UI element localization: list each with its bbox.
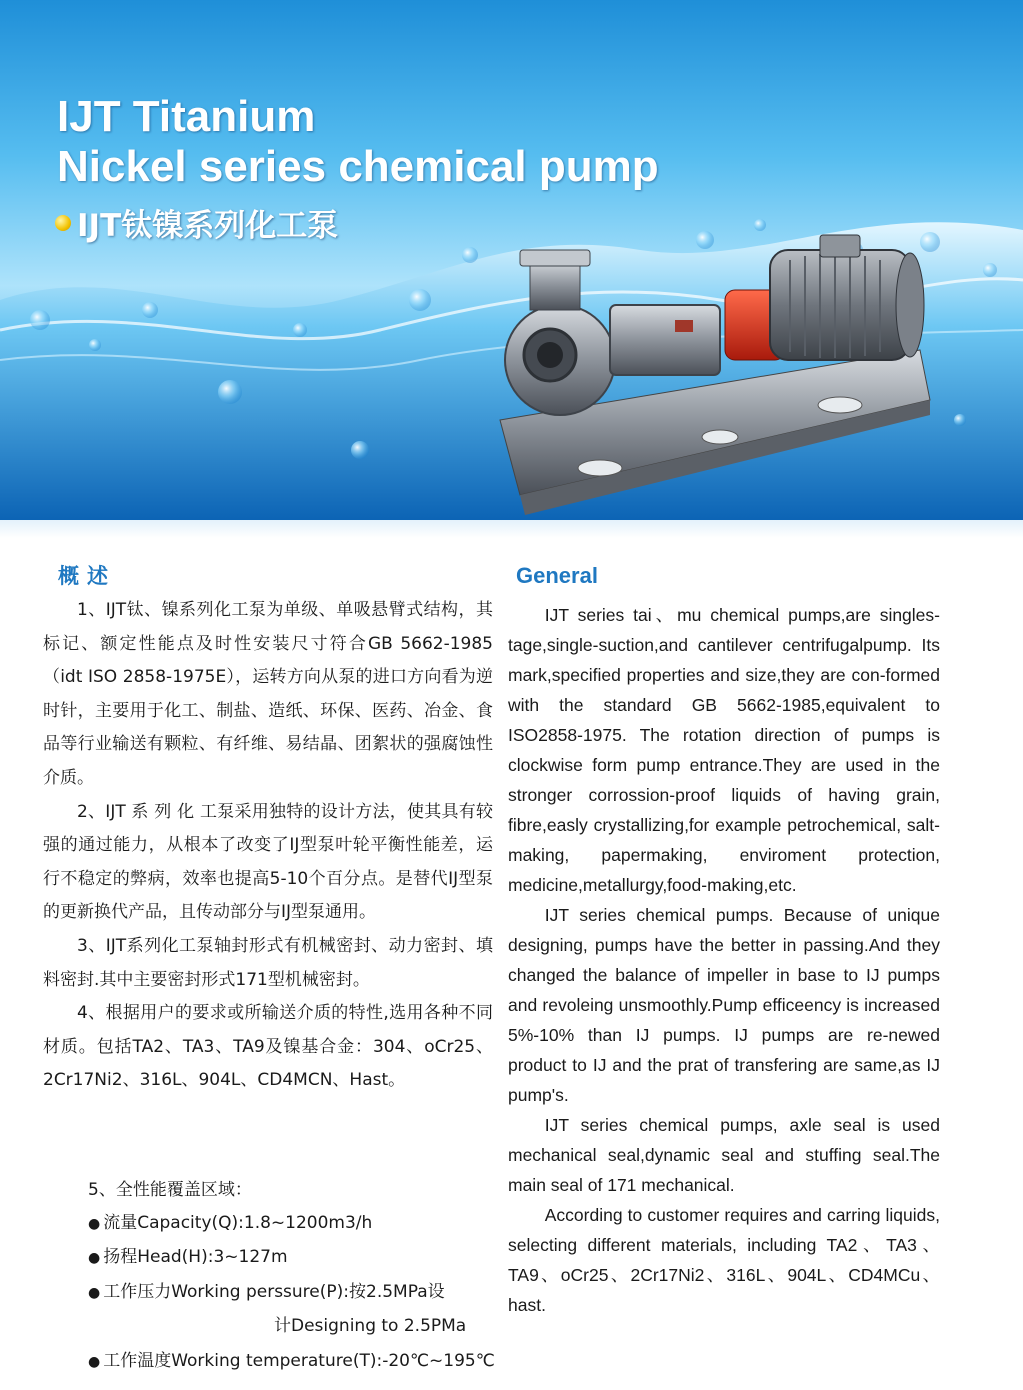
bullet-icon: ●	[88, 1250, 101, 1266]
en-paragraph-3: IJT series chemical pumps, axle seal is used mechanical seal,dynamic seal and stuffing seal.The main seal of 171 mechanical.	[508, 1115, 940, 1195]
en-paragraph-4: According to customer requires and carring liquids, selecting different materials, including TA2、TA3、TA9、oCr25、2Cr17Ni2、316L、904L、CD4MCu、hast.	[508, 1205, 940, 1315]
spec-pressure-text: 工作压力Working perssure(P):按2.5MPa设	[103, 1282, 445, 1302]
section-heading-en: General	[516, 563, 598, 588]
subtitle-cn	[55, 200, 338, 245]
cn-paragraph-1: 1、IJT钛、镍系列化工泵为单级、单吸悬臂式结构，其标记、额定性能点及时性安装尺寸符合GB 5662-1985（idt ISO 2858-1975E），运转方向从泵的进口方向看为逆时针，主要用于化工、制盐、造纸、环保、医药、冶金、食品等行业输送有颗粒、有纤维、易结晶、团絮状的强腐蚀性介质。	[43, 600, 493, 788]
cn-paragraph-4: 4、根据用户的要求或所输送介质的特性,选用各种不同材质。包括TA2、TA3、TA9及镍基合金：304、oCr25、2Cr17Ni2、316L、904L、CD4MCN、Hast。	[43, 1003, 493, 1091]
en-paragraph-2: IJT series chemical pumps. Because of unique designing, pumps have the better in passing.And they changed the balance of impeller in base to IJ pumps and revoleing unsmoothly.Pump efficeency is increased 5%-10% than IJ pumps. IJ pumps are re-newed product to IJ and the prat of transfering are same,as IJ pump's.	[508, 905, 940, 1105]
spec-temperature	[88, 1348, 495, 1375]
spec-head	[88, 1244, 288, 1271]
title-line-2: Nickel series chemical pump	[57, 142, 659, 191]
subtitle-cn-text: IJT钛镍系列化工泵	[77, 208, 339, 244]
spec-pressure-continuation: 计Designing to 2.5PMa	[274, 1316, 467, 1336]
spec-capacity	[88, 1210, 372, 1237]
section-heading-cn: 概述	[58, 564, 116, 588]
chemical-pump-image	[490, 230, 940, 520]
cn-paragraph-3: 3、IJT系列化工泵轴封形式有机械密封、动力密封、填料密封.其中主要密封形式171型机械密封。	[43, 935, 493, 990]
banner-bottom-band	[0, 520, 1023, 538]
en-paragraph-1: IJT series tai、mu chemical pumps,are singles-tage,single-suction,and cantilever centrifugalpump. Its mark,specified properties and size,they are con-formed with the standard GB 5662-1985,equivalent to ISO2858-1975. The rotation direction of pumps is clockwise form pump entrance.They are used in the stronger corrossion-proof liquids of having grain, fibre,easly crystallizing,for example petrochemical, salt-making, papermaking, enviroment protection, medicine,metallurgy,food-making,etc.	[508, 605, 940, 895]
bullet-icon: ●	[88, 1285, 101, 1301]
coverage-heading: 5、全性能覆盖区域：	[88, 1180, 252, 1200]
english-text-column	[508, 600, 940, 1320]
title-line-1: IJT Titanium	[57, 92, 316, 141]
spec-capacity-text: 流量Capacity(Q):1.8~1200m3/h	[103, 1213, 373, 1233]
spec-head-text: 扬程Head(H):3~127m	[103, 1247, 288, 1267]
chinese-text-column	[43, 594, 493, 1098]
bullet-icon: ●	[88, 1216, 101, 1232]
spec-pressure	[88, 1279, 445, 1306]
bullet-icon: ●	[88, 1354, 101, 1370]
yellow-bullet-icon	[55, 215, 71, 231]
header-banner	[0, 0, 1023, 520]
cn-paragraph-2: 2、IJT 系 列 化 工泵采用独特的设计方法，使其具有较强的通过能力，从根本了改变了IJ型泵叶轮平衡性能差，运行不稳定的弊病，效率也提高5-10个百分点。是替代IJ型泵的更新换代产品，且传动部分与IJ型泵通用。	[43, 801, 493, 923]
spec-temperature-text: 工作温度Working temperature(T):-20℃~195℃	[103, 1351, 495, 1371]
